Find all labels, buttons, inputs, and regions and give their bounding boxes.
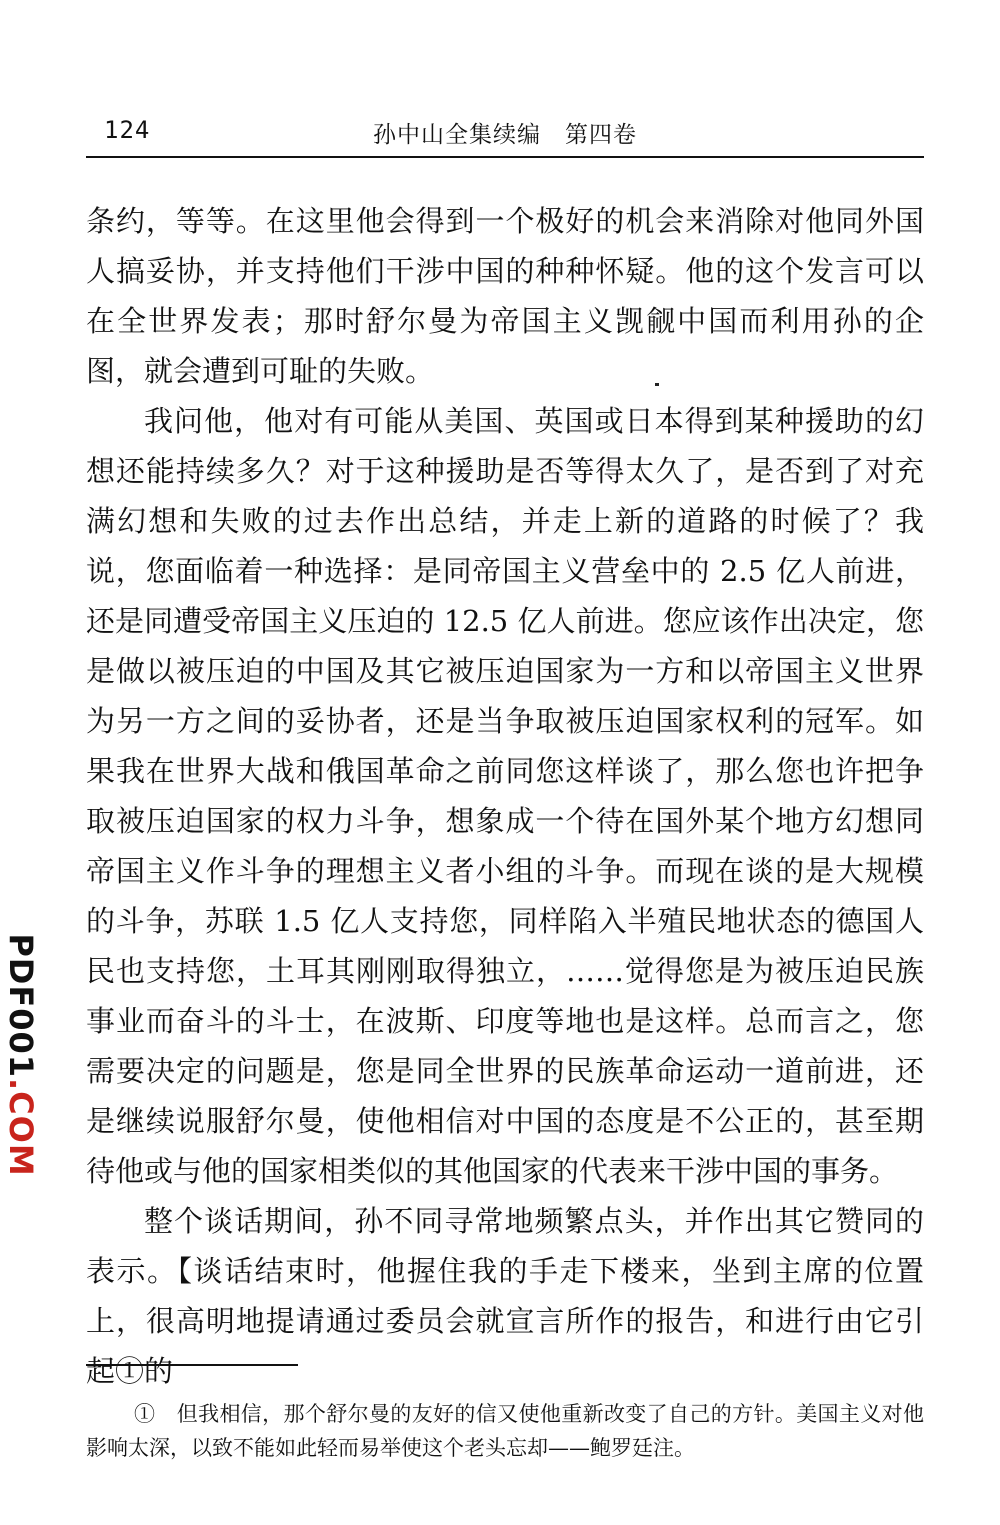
paragraph: 我问他，他对有可能从美国、英国或日本得到某种援助的幻想还能持续多久？对于这种援助是否等得太久了，是否到了对充满幻想和失败的过去作出总结，并走上新的道路的时候了？我说，您面临着一种选择：是同帝国主义营垒中的 2.5 亿人前进，还是同遭受帝国主义压迫的 12.5 亿人前进。您应该作出决定，您是做以被压迫的中国及其它被压迫国家为一方和以帝国主义世界为另一方之间的妥协者，还是当争取被压迫国家权利的冠军。如果我在世界大战和俄国革命之前同您这样谈了，那么您也许把争取被压迫国家的权力斗争，想象成一个待在国外某个地方幻想同帝国主义作斗争的理想主义者小组的斗争。而现在谈的是大规模的斗争，苏联 1.5 亿人支持您，同样陷入半殖民地状态的德国人民也支持您，土耳其刚刚取得独立，……觉得您是为被压迫民族事业而奋斗的斗士，在波斯、印度等地也是这样。总而言之，您需要决定的问题是，您是同全世界的民族革命运动一道前进，还是继续说服舒尔曼，使他相信对中国的态度是不公正的，甚至期待他或与他的国家相类似的其他国家的代表来干涉中国的事务。	[86, 404, 924, 1188]
main-text	[86, 196, 924, 1396]
watermark-text-a: PDF001	[2, 933, 40, 1078]
scan-speck	[655, 383, 659, 386]
watermark	[1, 930, 41, 1180]
paragraph: 整个谈话期间，孙不同寻常地频繁点头，并作出其它赞同的表示。【谈话结束时，他握住我的手走下楼来，坐到主席的位置上，很高明地提请通过委员会就宣言所作的报告，和进行由它引起①的	[86, 1204, 924, 1388]
running-title: 孙中山全集续编 第四卷	[373, 122, 637, 148]
footnote: ① 但我相信，那个舒尔曼的友好的信又使他重新改变了自己的方针。美国主义对他影响太深，以致不能如此轻而易举使这个老头忘却——鲍罗廷注。	[86, 1402, 924, 1460]
paragraph-continued: 条约，等等。在这里他会得到一个极好的机会来消除对他同外国人搞妥协，并支持他们干涉中国的种种怀疑。他的这个发言可以在全世界发表；那时舒尔曼为帝国主义觊觎中国而利用孙的企图，就会遭到可耻的失败。	[86, 204, 924, 388]
watermark-text-b: .COM	[2, 1077, 40, 1177]
page-header	[86, 112, 924, 152]
page-number: 124	[104, 116, 151, 144]
header-divider	[86, 156, 924, 158]
footnote-divider	[86, 1364, 298, 1366]
